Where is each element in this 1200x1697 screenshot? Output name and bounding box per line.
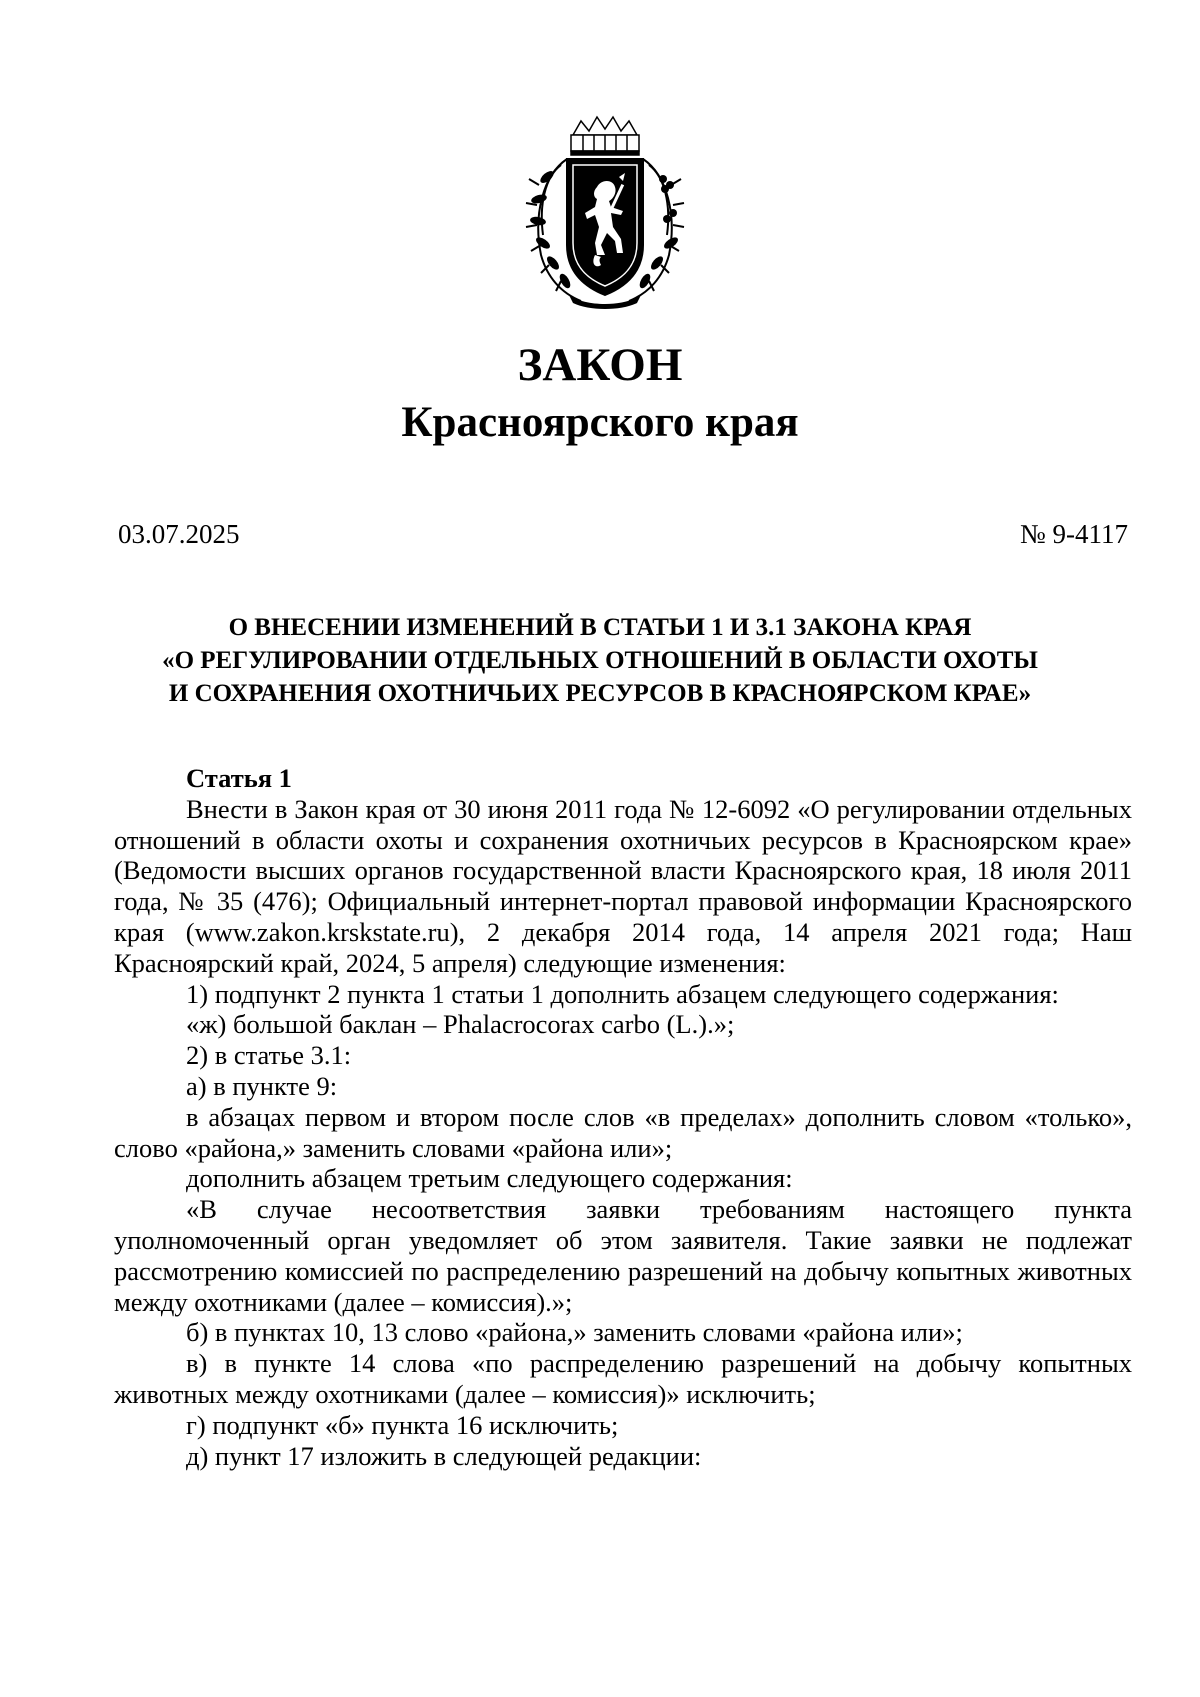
article-paragraph: дополнить абзацем третьим следующего содержания:	[186, 1163, 793, 1194]
article-paragraph: в абзацах первом и втором после слов «в пределах» дополнить словом «только», слово «района,» заменить словами «района или»;	[114, 1101, 1132, 1163]
document-date: 03.07.2025	[118, 519, 240, 549]
article-paragraph: а) в пункте 9:	[186, 1070, 338, 1101]
document-subtitle: Красноярского края	[401, 399, 799, 446]
document-number: № 9-4117	[1020, 519, 1128, 549]
document-title: ЗАКОН	[517, 339, 683, 391]
law-heading	[100, 611, 1100, 710]
law-heading-line: И СОХРАНЕНИЯ ОХОТНИЧЬИХ РЕСУРСОВ В КРАСНОЯРСКОМ КРАЕ»	[168, 680, 1032, 707]
article-paragraph: «ж) большой баклан – Phalacrocorax carbo (L.).»;	[186, 1009, 735, 1040]
law-heading-line: «О РЕГУЛИРОВАНИИ ОТДЕЛЬНЫХ ОТНОШЕНИЙ В ОБЛАСТИ ОХОТЫ	[162, 647, 1038, 674]
article-paragraph: д) пункт 17 изложить в следующей редакции:	[186, 1440, 702, 1471]
article-body	[114, 763, 1132, 1471]
article-paragraph: 2) в статье 3.1:	[186, 1040, 352, 1071]
coat-of-arms-icon	[525, 115, 685, 310]
article-paragraph: г) подпункт «б» пункта 16 исключить;	[186, 1409, 619, 1440]
article-paragraph: б) в пунктах 10, 13 слово «района,» заменить словами «района или»;	[186, 1317, 963, 1348]
article-paragraph: Внести в Закон края от 30 июня 2011 года № 12-6092 «О регулировании отдельных отношений в области охоты и сохранения охотничьих ресурсов в Красноярском крае» (Ведомости высших органов государственной власти Красноярского края, 18 июля 2011 года, № 35 (476); Официальный интернет-портал правовой информации Красноярского края (www.zakon.krskstate.ru), 2 декабря 2014 года, 14 апреля 2021 года; Наш Красноярский край, 2024, 5 апреля) следующие изменения:	[114, 793, 1132, 978]
article-paragraph: «В случае несоответствия заявки требованиям настоящего пункта уполномоченный орган уведомляет об этом заявителя. Такие заявки не подлежат рассмотрению комиссией по распределению разрешений на добычу копытных животных между охотниками (далее – комиссия).»;	[114, 1194, 1132, 1317]
article-paragraph: в) в пункте 14 слова «по распределению разрешений на добычу копытных животных между охотниками (далее – комиссия)» исключить;	[114, 1348, 1132, 1409]
law-heading-line: О ВНЕСЕНИИ ИЗМЕНЕНИЙ В СТАТЬИ 1 И 3.1 ЗАКОНА КРАЯ	[228, 614, 972, 641]
article-paragraph: 1) подпункт 2 пункта 1 статьи 1 дополнить абзацем следующего содержания:	[186, 978, 1059, 1009]
article-title: Статья 1	[186, 763, 292, 793]
